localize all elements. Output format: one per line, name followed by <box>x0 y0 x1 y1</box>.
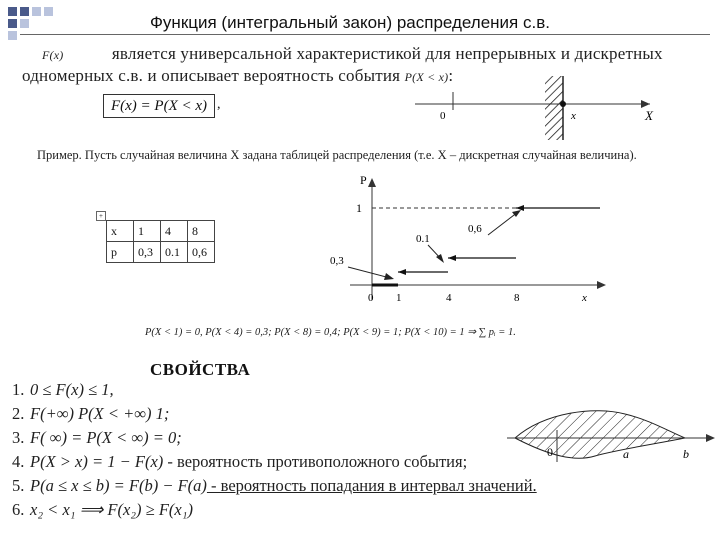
table-cell: 1 <box>134 221 161 242</box>
corner-square <box>20 7 29 16</box>
x-tick: 1 <box>396 292 402 304</box>
definition-comma: , <box>217 97 221 112</box>
property-number: 1. <box>12 380 25 399</box>
fx-symbol: F(x) <box>42 48 64 62</box>
x-axis-arrow <box>641 100 650 108</box>
properties-title: СВОЙСТВА <box>150 360 251 379</box>
step-arrow <box>398 269 406 275</box>
table-cell: 8 <box>188 221 215 242</box>
property-note: - вероятность попадания в интервал значений. <box>206 476 537 495</box>
step-arrow <box>516 205 524 211</box>
corner-square <box>44 7 53 16</box>
density-label: 0 <box>547 445 553 459</box>
corner-square <box>8 31 17 40</box>
example-text: Пример. Пусть случайная величина X задана таблицей распределения (т.е. X – дискретная случайная величина). <box>37 148 637 162</box>
property-formula: P(a ≤ x ≤ b) = F(b) − F(a) <box>30 476 207 495</box>
density-label: b <box>683 447 689 461</box>
property-formula: F( ∞) = P(X < ∞) = 0; <box>30 428 182 447</box>
y-tick-one: 1 <box>356 201 362 215</box>
property-number: 5. <box>12 476 25 495</box>
x-axis-label: x <box>582 292 587 304</box>
x-tick: 0 <box>368 292 374 304</box>
corner-square <box>32 7 41 16</box>
event-formula: P(X < x) <box>404 70 449 84</box>
property-item <box>12 428 182 448</box>
table-cell: 4 <box>161 221 188 242</box>
step-graph <box>320 172 610 307</box>
corner-square <box>8 7 17 16</box>
step-arrow <box>448 255 456 261</box>
intro-line-1 <box>42 44 663 64</box>
table-cell: 0,3 <box>134 242 161 263</box>
axis-label: X <box>645 108 653 123</box>
table-cell: 0.1 <box>161 242 188 263</box>
property-formula: x₂ < x₁ ⟹ F(x₂) ≥ F(x₁) <box>30 500 193 519</box>
table-head-cell: p <box>107 242 134 263</box>
table-row <box>107 242 215 263</box>
intro-text-1: является универсальной характеристикой для непрерывных и дискретных <box>111 44 663 63</box>
property-item <box>12 452 467 472</box>
property-formula: F(+∞) P(X < +∞) 1; <box>30 404 170 423</box>
property-item <box>12 380 114 400</box>
property-number: 2. <box>12 404 25 423</box>
label-pointer <box>348 267 390 278</box>
definition-formula <box>103 94 215 118</box>
x-point <box>560 101 566 107</box>
property-item <box>12 476 537 496</box>
property-number: 4. <box>12 452 25 471</box>
density-label: a <box>623 447 629 461</box>
step-label: 0,6 <box>468 223 482 235</box>
x-tick: 8 <box>514 292 520 304</box>
intro-text-2: одномерных с.в. и описывает вероятность события <box>22 66 401 85</box>
axis-figure <box>395 72 665 142</box>
zero-label: 0 <box>440 110 446 122</box>
intro-line-2 <box>22 66 453 86</box>
property-note: - вероятность противоположного события; <box>163 452 468 471</box>
property-item <box>12 404 169 424</box>
definition-formula-text: F(x) = P(X < x) <box>110 97 208 114</box>
title-underline <box>20 34 710 35</box>
corner-square <box>20 19 29 28</box>
y-axis-label: P <box>360 173 367 187</box>
table-handle-icon: + <box>96 211 106 221</box>
property-number: 3. <box>12 428 25 447</box>
page-title: Функция (интегральный закон) распределения с.в. <box>150 13 550 32</box>
x-tick: 4 <box>446 292 452 304</box>
step-label: 0,3 <box>330 255 344 267</box>
table-row <box>107 221 215 242</box>
x-label: x <box>571 110 576 122</box>
density-figure <box>505 400 717 475</box>
intro-colon: : <box>448 66 454 85</box>
table-cell: 0,6 <box>188 242 215 263</box>
corner-square <box>8 19 17 28</box>
property-number: 6. <box>12 500 25 519</box>
probabilities-line: P(X < 1) = 0, P(X < 4) = 0,3; P(X < 8) = 0,4; P(X < 9) = 1; P(X < 10) = 1 ⇒ ∑ pᵢ = 1. <box>145 327 516 338</box>
step-label: 0.1 <box>416 233 430 245</box>
hatched-wall <box>545 76 563 140</box>
property-formula: P(X > x) = 1 − F(x) <box>30 452 164 471</box>
property-formula: 0 ≤ F(x) ≤ 1, <box>30 380 114 399</box>
distribution-table <box>106 220 215 263</box>
property-item <box>12 500 193 520</box>
label-pointer <box>488 212 518 235</box>
hatched-area <box>515 411 685 459</box>
table-head-cell: x <box>107 221 134 242</box>
